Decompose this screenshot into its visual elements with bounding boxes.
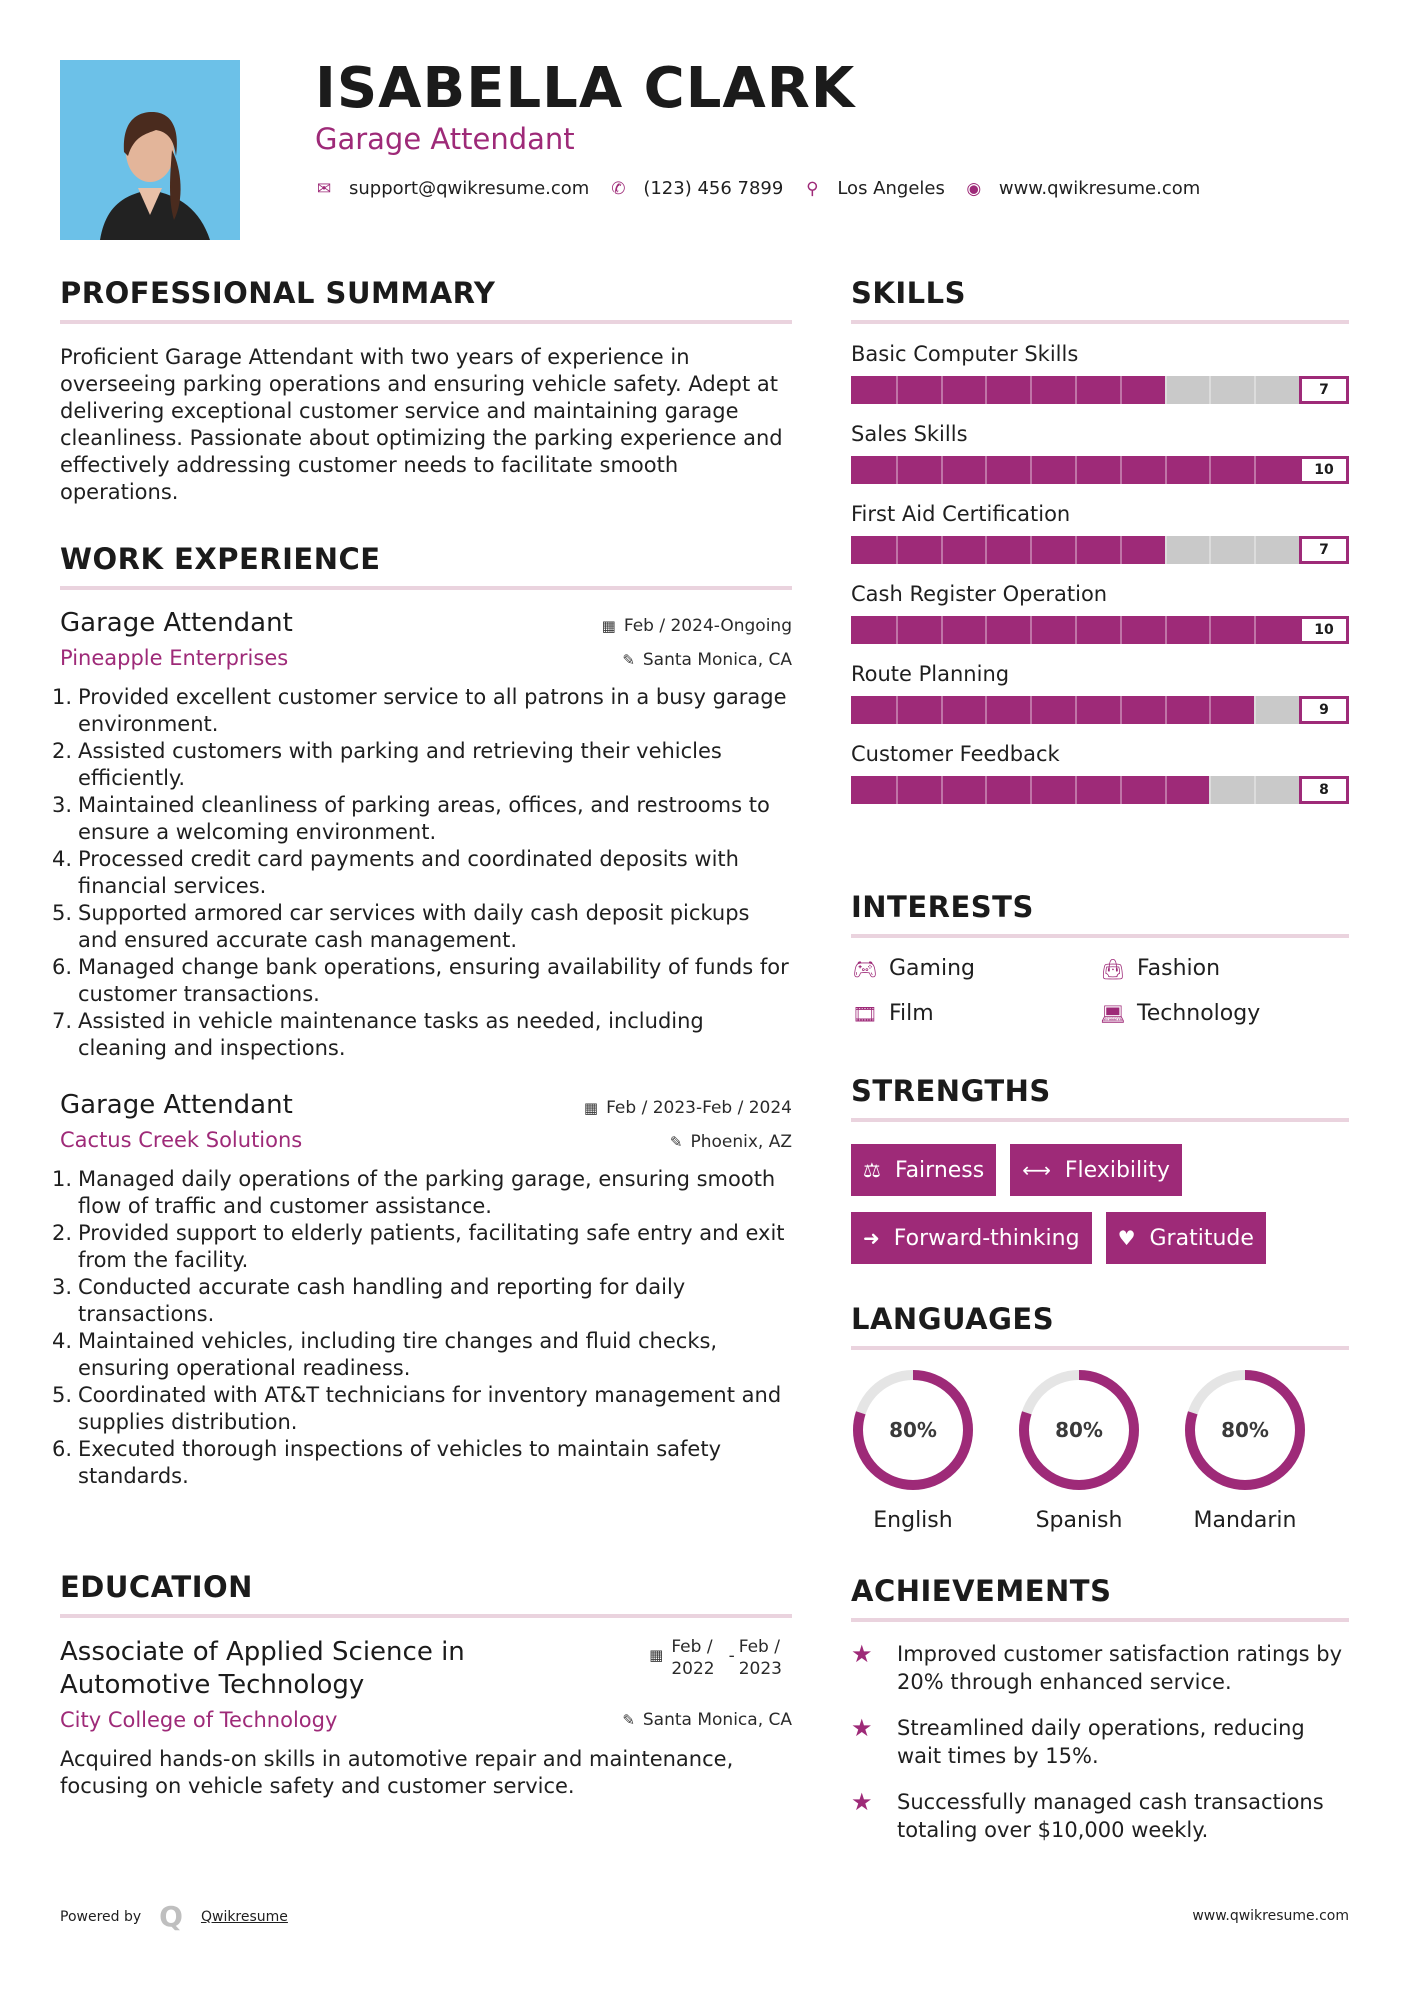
bullet-text: Provided excellent customer service to all patrons in a busy garage environment. <box>78 685 787 736</box>
job-bullet <box>52 1436 792 1490</box>
education-description: Acquired hands-on skills in automotive repair and maintenance, focusing on vehicle safety and customer service. <box>60 1747 734 1798</box>
skill-bar-segment <box>1030 616 1032 644</box>
job-location <box>670 1132 792 1152</box>
interest-item <box>1099 956 1349 981</box>
skill-bar-segment <box>1209 456 1211 484</box>
section-divider <box>851 934 1349 938</box>
skill-bar <box>851 696 1349 724</box>
interests-grid <box>851 956 1349 1026</box>
skills-section <box>851 276 1349 804</box>
gamepad-icon: 🎮︎ <box>852 956 878 981</box>
skill-bar-segment <box>1030 696 1032 724</box>
contact-website[interactable] <box>965 178 1200 199</box>
language-ring <box>1017 1368 1141 1492</box>
section-divider <box>851 1618 1349 1622</box>
interest-item <box>1099 1001 1349 1026</box>
end-month: Feb / <box>738 1637 780 1657</box>
skill-bar-segment <box>941 776 943 804</box>
map-pin-icon: ⚲ <box>806 178 819 199</box>
contact-email[interactable] <box>315 178 589 199</box>
skill-bar-segment <box>1030 776 1032 804</box>
pushpin-icon: ✎ <box>622 1711 635 1729</box>
skill-bar-segment <box>896 776 898 804</box>
skill-bar-segment <box>1075 456 1077 484</box>
candidate-title: Garage Attendant <box>315 122 575 156</box>
skill-bar-segment <box>1165 696 1167 724</box>
website-text: www.qwikresume.com <box>998 178 1201 199</box>
bullet-text: Processed credit card payments and coordinated deposits with financial services. <box>78 847 739 898</box>
section-divider <box>60 320 792 324</box>
skill-bar-segment <box>1120 456 1122 484</box>
section-title: STRENGTHS <box>851 1074 1051 1108</box>
skill-item <box>851 662 1349 724</box>
date-separator: - <box>728 1646 735 1666</box>
achievement-item <box>851 1640 1349 1696</box>
interest-label: Fashion <box>1137 956 1221 981</box>
skill-name: Cash Register Operation <box>851 582 1108 606</box>
job-date <box>602 616 792 636</box>
skill-bar-track <box>851 776 1299 804</box>
pushpin-icon: ✎ <box>669 1133 683 1151</box>
strength-tag <box>1106 1212 1266 1264</box>
skill-bar-segment <box>1254 376 1256 404</box>
skill-bar-segment <box>1075 696 1077 724</box>
strength-tag <box>1010 1144 1182 1196</box>
section-title: WORK EXPERIENCE <box>60 542 381 576</box>
skill-bar-segment <box>1165 376 1167 404</box>
skill-bar-segment <box>1075 376 1077 404</box>
achievement-text: Improved customer satisfaction ratings by 20% through enhanced service. <box>897 1642 1343 1694</box>
film-icon: 🎞︎ <box>852 1001 878 1026</box>
job-location-text: Phoenix, AZ <box>690 1132 792 1152</box>
section-divider <box>851 1118 1349 1122</box>
pushpin-icon: ✎ <box>622 651 635 669</box>
skill-level-badge: 9 <box>1299 696 1349 724</box>
start-year: 2022 <box>671 1659 715 1679</box>
skill-bar-segment <box>985 616 987 644</box>
skill-bar-segment <box>985 376 987 404</box>
shooting-star-icon: ★ <box>851 1640 873 1668</box>
bullet-text: Managed change bank operations, ensuring availability of funds for customer transactions. <box>78 955 789 1006</box>
section-divider <box>851 320 1349 324</box>
qwikresume-logo-icon: Q <box>159 1900 183 1933</box>
skill-name: First Aid Certification <box>851 502 1071 526</box>
achievements-section <box>851 1574 1349 1844</box>
skill-bar-segment <box>941 376 943 404</box>
email-text: support@qwikresume.com <box>349 178 590 199</box>
skill-bar-fill <box>851 376 1165 404</box>
strength-label: Forward-thinking <box>893 1225 1080 1251</box>
skill-name: Customer Feedback <box>851 742 1060 766</box>
job-bullet <box>52 954 792 1008</box>
globe-icon: ◉ <box>966 178 982 199</box>
skill-name: Route Planning <box>851 662 1010 686</box>
language-percent: 80% <box>889 1418 937 1442</box>
job-bullet <box>52 792 792 846</box>
skill-bar-segment <box>1209 536 1211 564</box>
candidate-name: ISABELLA CLARK <box>315 56 856 121</box>
shooting-star-icon: ★ <box>851 1788 873 1816</box>
skill-bar-segment <box>1030 536 1032 564</box>
contact-bar <box>315 178 1220 199</box>
interest-label: Technology <box>1137 1001 1261 1026</box>
bullet-text: Managed daily operations of the parking garage, ensuring smooth flow of traffic and customer assistance. <box>78 1167 776 1218</box>
calendar-icon: ▦ <box>601 617 616 635</box>
job-title: Garage Attendant <box>60 1090 293 1120</box>
strength-label: Flexibility <box>1064 1157 1170 1183</box>
skill-bar-segment <box>985 456 987 484</box>
skill-bar-segment <box>985 536 987 564</box>
bullet-text: Executed thorough inspections of vehicles to maintain safety standards. <box>78 1437 722 1488</box>
skill-bar-segment <box>1254 456 1256 484</box>
achievement-item <box>851 1714 1349 1770</box>
skill-name: Basic Computer Skills <box>851 342 1079 366</box>
heart-icon: ♥ <box>1117 1226 1136 1250</box>
skill-bar-segment <box>1030 376 1032 404</box>
skill-item <box>851 582 1349 644</box>
skill-bar-segment <box>1120 776 1122 804</box>
skill-bar-segment <box>1209 376 1211 404</box>
person-portrait-icon <box>60 60 240 240</box>
job-bullet <box>52 1382 792 1436</box>
skill-level-badge: 10 <box>1299 616 1349 644</box>
interest-item <box>851 956 1099 981</box>
skill-bar-segment <box>941 456 943 484</box>
skill-bar-segment <box>985 696 987 724</box>
section-divider <box>60 1614 792 1618</box>
job-bullets <box>52 684 792 1062</box>
bullet-number: 5. <box>52 901 73 925</box>
skill-bar-segment <box>1209 616 1211 644</box>
bullet-number: 7. <box>52 1009 73 1033</box>
skill-bar-segment <box>1075 536 1077 564</box>
section-divider <box>851 1346 1349 1350</box>
bullet-number: 2. <box>52 739 73 763</box>
skill-bar-segment <box>1165 776 1167 804</box>
bullet-text: Coordinated with AT&T technicians for inventory management and supplies distribution. <box>78 1383 782 1434</box>
interest-label: Gaming <box>889 956 975 981</box>
skill-bar-segment <box>1209 696 1211 724</box>
strength-tag <box>851 1212 1092 1264</box>
shopping-bag-icon: 👜︎ <box>1100 956 1126 981</box>
balance-scale-icon: ⚖ <box>863 1158 881 1182</box>
contact-phone[interactable] <box>609 178 783 199</box>
bullet-text: Maintained vehicles, including tire changes and fluid checks, ensuring operational readiness. <box>78 1329 718 1380</box>
skill-item <box>851 422 1349 484</box>
school-name: City College of Technology <box>60 1708 338 1732</box>
skill-bar-segment <box>1030 456 1032 484</box>
job-date-text: Feb / 2024-Ongoing <box>623 616 792 636</box>
section-title: ACHIEVEMENTS <box>851 1574 1112 1608</box>
skill-bar-segment <box>1254 536 1256 564</box>
bullet-number: 1. <box>52 1167 73 1191</box>
degree-line: Automotive Technology <box>60 1670 365 1700</box>
job-entry <box>52 608 792 1062</box>
skill-bar-segment <box>1120 376 1122 404</box>
end-year: 2023 <box>738 1659 782 1679</box>
calendar-icon: ▦ <box>649 1646 664 1664</box>
bullet-number: 1. <box>52 685 73 709</box>
language-name: Spanish <box>1035 1508 1123 1533</box>
school-location <box>622 1710 792 1730</box>
phone-text: (123) 456 7899 <box>643 178 784 199</box>
skill-bar-segment <box>1075 616 1077 644</box>
job-bullet <box>52 900 792 954</box>
job-bullet <box>52 738 792 792</box>
bullet-text: Maintained cleanliness of parking areas, offices, and restrooms to ensure a welcoming environment. <box>78 793 770 844</box>
language-item <box>1183 1368 1349 1533</box>
skill-level-badge: 7 <box>1299 536 1349 564</box>
language-item <box>851 1368 1017 1533</box>
skill-bar-segment <box>941 696 943 724</box>
skill-bar-segment <box>896 616 898 644</box>
bullet-text: Assisted customers with parking and retrieving their vehicles efficiently. <box>78 739 722 790</box>
bullet-number: 2. <box>52 1221 73 1245</box>
skill-bar-segment <box>1120 536 1122 564</box>
skill-bar-segment <box>1165 616 1167 644</box>
skill-bar-segment <box>1075 776 1077 804</box>
job-title: Garage Attendant <box>60 608 293 638</box>
job-bullet <box>52 1166 792 1220</box>
skill-name: Sales Skills <box>851 422 968 446</box>
strength-label: Gratitude <box>1149 1225 1254 1251</box>
skill-bar-segment <box>896 696 898 724</box>
shooting-star-icon: ★ <box>851 1714 873 1742</box>
job-bullet <box>52 1008 792 1062</box>
skill-item <box>851 742 1349 804</box>
section-divider <box>60 586 792 590</box>
bullet-number: 4. <box>52 1329 73 1353</box>
achievement-text: Streamlined daily operations, reducing wait times by 15%. <box>897 1716 1305 1768</box>
strength-label: Fairness <box>894 1157 985 1183</box>
skill-bar-segment <box>1120 616 1122 644</box>
phone-icon: ✆ <box>611 178 626 199</box>
bullet-number: 3. <box>52 793 73 817</box>
skill-item <box>851 342 1349 404</box>
skill-bar <box>851 456 1349 484</box>
bullet-text: Supported armored car services with daily cash deposit pickups and ensured accurate cash management. <box>78 901 750 952</box>
skill-bar-segment <box>985 776 987 804</box>
company-name: Cactus Creek Solutions <box>60 1128 303 1152</box>
degree-line: Associate of Applied Science in <box>60 1637 465 1667</box>
job-bullets <box>52 1166 792 1490</box>
skills-list <box>851 342 1349 804</box>
bullet-number: 5. <box>52 1383 73 1407</box>
skill-bar <box>851 776 1349 804</box>
skill-item <box>851 502 1349 564</box>
skill-bar-fill <box>851 536 1165 564</box>
bullet-text: Assisted in vehicle maintenance tasks as needed, including cleaning and inspections. <box>78 1009 704 1060</box>
school-location-text: Santa Monica, CA <box>642 1710 792 1730</box>
skill-bar-segment <box>896 536 898 564</box>
job-location-text: Santa Monica, CA <box>642 650 792 670</box>
strength-tag <box>851 1144 996 1196</box>
summary-section <box>60 276 792 506</box>
location-text: Los Angeles <box>837 178 945 199</box>
section-title: PROFESSIONAL SUMMARY <box>60 276 496 310</box>
achievement-text: Successfully managed cash transactions totaling over $10,000 weekly. <box>897 1790 1324 1842</box>
bullet-text: Provided support to elderly patients, facilitating safe entry and exit from the facility. <box>78 1221 785 1272</box>
skill-bar-segment <box>1254 696 1256 724</box>
job-bullet <box>52 1220 792 1274</box>
job-bullet <box>52 846 792 900</box>
bullet-text: Conducted accurate cash handling and reporting for daily transactions. <box>78 1275 686 1326</box>
skill-bar-segment <box>1254 616 1256 644</box>
skill-level-badge: 8 <box>1299 776 1349 804</box>
brand-link[interactable]: Qwikresume <box>200 1908 288 1925</box>
job-date-text: Feb / 2023-Feb / 2024 <box>606 1098 792 1118</box>
section-title: INTERESTS <box>851 890 1034 924</box>
language-name: English <box>873 1508 953 1533</box>
education-date <box>649 1636 782 1680</box>
achievements-list <box>851 1640 1349 1844</box>
achievement-item <box>851 1788 1349 1844</box>
strengths-tags <box>851 1144 1349 1264</box>
language-name: Mandarin <box>1193 1508 1297 1533</box>
skill-bar-segment <box>1165 456 1167 484</box>
powered-by-text: Powered by <box>60 1908 142 1925</box>
skill-bar-segment <box>941 536 943 564</box>
bullet-number: 6. <box>52 1437 73 1461</box>
language-percent: 80% <box>1221 1418 1269 1442</box>
section-title: LANGUAGES <box>851 1302 1055 1336</box>
skill-bar-segment <box>896 456 898 484</box>
arrows-horizontal-icon: ⟷ <box>1022 1158 1051 1182</box>
language-percent: 80% <box>1055 1418 1103 1442</box>
language-item <box>1017 1368 1183 1533</box>
job-location <box>622 650 792 670</box>
interests-section <box>851 890 1349 1026</box>
envelope-icon: ✉ <box>316 178 332 199</box>
footer-powered-by <box>60 1900 288 1933</box>
language-ring <box>851 1368 975 1492</box>
skill-bar-segment <box>1165 536 1167 564</box>
job-bullet <box>52 1328 792 1382</box>
skill-bar <box>851 616 1349 644</box>
footer-url[interactable]: www.qwikresume.com <box>1192 1908 1349 1924</box>
skill-bar-segment <box>941 616 943 644</box>
skill-bar-track <box>851 376 1299 404</box>
job-bullet <box>52 684 792 738</box>
skill-bar <box>851 536 1349 564</box>
bullet-number: 6. <box>52 955 73 979</box>
skill-bar-segment <box>1209 776 1211 804</box>
language-ring <box>1183 1368 1307 1492</box>
job-bullet <box>52 1274 792 1328</box>
bullet-number: 3. <box>52 1275 73 1299</box>
contact-location <box>803 178 945 199</box>
company-name: Pineapple Enterprises <box>60 646 289 670</box>
section-title: SKILLS <box>851 276 966 310</box>
skill-bar-fill <box>851 696 1254 724</box>
calendar-icon: ▦ <box>583 1099 599 1117</box>
bullet-number: 4. <box>52 847 73 871</box>
skill-bar-segment <box>1254 776 1256 804</box>
summary-text: Proficient Garage Attendant with two years of experience in overseeing parking operations and ensuring vehicle safety. Adept at delivering exceptional customer service and maintaining garage cleanliness. Passionate about optimizing the parking experience and effectively addressing customer needs to facilitate smooth operations. <box>60 345 783 504</box>
skill-bar-track <box>851 456 1299 484</box>
arrow-right-icon: ➜ <box>863 1226 880 1250</box>
skill-level-badge: 10 <box>1299 456 1349 484</box>
skill-bar-track <box>851 536 1299 564</box>
skill-level-badge: 7 <box>1299 376 1349 404</box>
skill-bar-segment <box>1120 696 1122 724</box>
interest-label: Film <box>889 1001 934 1026</box>
start-month: Feb / <box>671 1637 713 1657</box>
skill-bar <box>851 376 1349 404</box>
job-entry <box>52 1090 792 1490</box>
languages-list <box>851 1368 1349 1533</box>
job-date <box>584 1098 792 1118</box>
interest-item <box>851 1001 1099 1026</box>
skill-bar-track <box>851 616 1299 644</box>
profile-photo <box>60 60 240 240</box>
section-title: EDUCATION <box>60 1570 253 1604</box>
laptop-icon: 💻︎ <box>1100 1001 1126 1026</box>
languages-section <box>851 1302 1349 1533</box>
skill-bar-track <box>851 696 1299 724</box>
education-section <box>60 1570 792 1800</box>
skill-bar-segment <box>896 376 898 404</box>
experience-section <box>52 542 792 1490</box>
strengths-section <box>851 1074 1349 1264</box>
